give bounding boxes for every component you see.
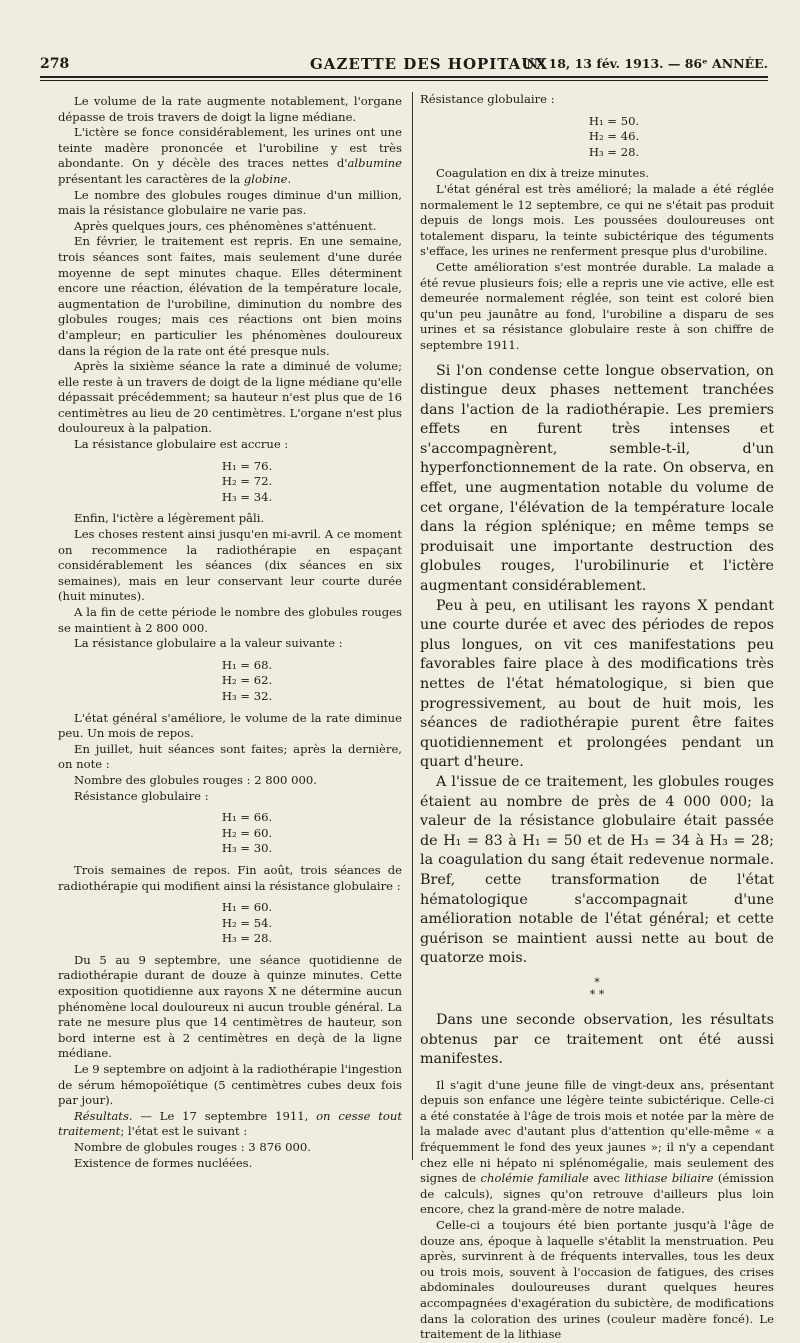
resistance-values: H₁ = 50. H₂ = 46. H₃ = 28. — [588, 113, 640, 159]
paragraph: Trois semaines de repos. Fin août, trois séances de radiothérapie qui modifient ainsi la résistance globulaire : — [58, 862, 402, 893]
paragraph: Coagulation en dix à treize minutes. — [436, 166, 649, 181]
paragraph: Du 5 au 9 septembre, une séance quotidienne de radiothérapie durant de douze à quinze minutes. Cette exposition quotidienne aux rayons X ne détermine aucun phénomène local douloureux ni aucun trouble général. La rate ne mesure plus que 14 centimètres de hauteur, son bord interne est à 2 centimètres en deçà de la ligne médiane. — [58, 952, 402, 1061]
paragraph: Existence de formes nucléées. — [74, 1155, 253, 1170]
paragraph: Le 9 septembre on adjoint à la radiothérapie l'ingestion de sérum hémopoïétique (5 centimètres cubes deux fois par jour). — [58, 1062, 402, 1108]
paragraph: La résistance globulaire a la valeur suivante : — [74, 636, 343, 651]
paragraph: Si l'on condense cette longue observation, on distingue deux phases nettement tranchées dans l'action de la radiothérapie. Les premiers effets en furent très intenses et s'accompagnèrent, semble-t-il, d'un hyperfonctionnement de la rate. On observa, en effet, une augmentation notable du volume de cet organe, l'élévation de la température locale dans la région splénique; en même temps se produisait une importante destruction des globules rouges, l'urobilinurie et l'ictère augmentant considérablement. — [420, 362, 774, 595]
resistance-values: H₁ = 68. H₂ = 62. H₃ = 32. — [221, 657, 273, 703]
paragraph: Nombre de globules rouges : 3 876 000. — [74, 1140, 311, 1154]
header-rule-thin — [40, 80, 768, 81]
right-column — [420, 92, 775, 1342]
paragraph: Nombre des globules rouges : 2 800 000. — [74, 772, 317, 787]
paragraph: L'ictère se fonce considérablement, les urines ont une teinte madère prononcée et l'urobiline y est très abondante. On y décèle des traces nettes d'albumine présentant les caractères de la globine. — [58, 125, 402, 186]
column-separator — [412, 92, 413, 1160]
paragraph: Le volume de la rate augmente notablement, l'organe dépasse de trois travers de doigt la ligne médiane. — [58, 94, 402, 124]
resistance-values: H₁ = 76. H₂ = 72. H₃ = 34. — [221, 458, 273, 504]
paragraph: Après quelques jours, ces phénomènes s'atténuent. — [74, 218, 377, 233]
paragraph: Dans une seconde observation, les résultats obtenus par ce traitement ont été aussi manifestes. — [420, 1011, 774, 1068]
paragraph: Résultats. — Le 17 septembre 1911, on cesse tout traitement; l'état est le suivant : — [58, 1108, 403, 1139]
resistance-values: H₁ = 60. H₂ = 54. H₃ = 28. — [221, 900, 273, 946]
left-column — [58, 94, 403, 1170]
header-rule-thick — [40, 76, 768, 78]
paragraph: Le nombre des globules rouges diminue d'un million, mais la résistance globulaire ne varie pas. — [58, 187, 402, 218]
paragraph: Les choses restent ainsi jusqu'en mi-avril. A ce moment on recommence la radiothérapie en espaçant considérablement les séances (dix séances en six semaines), mais en leur conservant leur courte durée (huit minutes). — [58, 527, 402, 604]
paragraph: Résistance globulaire : — [74, 788, 209, 803]
paragraph: Celle-ci a toujours été bien portante jusqu'à l'âge de douze ans, époque à laquelle s'établit la menstruation. Peu après, survinrent à de fréquents intervalles, tous les deux ou trois mois, souvent à l'occasion de fatigues, des crises abdominales douloureuses durant quelques heures accompagnées d'exagération du subictère, de modifications dans la coloration des urines (couleur madère foncé). Le traitement de la lithiase — [420, 1218, 774, 1342]
journal-title: GAZETTE DES HOPITAUX — [310, 55, 549, 73]
paragraph: Après la sixième séance la rate a diminué de volume; elle reste à un travers de doigt de la ligne médiane qu'elle dépassait précédemment; sa hauteur n'est plus que de 16 centimètres au lieu de 20 centimètres. L'organe n'est plus douloureux à la palpation. — [58, 359, 402, 436]
paragraph: En juillet, huit séances sont faites; après la dernière, on note : — [58, 741, 402, 772]
paragraph: Peu à peu, en utilisant les rayons X pendant une courte durée et avec des périodes de repos plus longues, on vit ces manifestations peu favorables faire place à des modifications très nettes de l'état hématologique, si bien que progressivement, au bout de huit mois, les séances de radiothérapie purent être faites quotidiennement et prolongées pendant un quart d'heure. — [420, 597, 774, 771]
paragraph: A la fin de cette période le nombre des globules rouges se maintient à 2 800 000. — [58, 605, 402, 635]
paragraph: La résistance globulaire est accrue : — [74, 437, 289, 452]
resistance-values: H₁ = 66. H₂ = 60. H₃ = 30. — [221, 810, 273, 856]
paragraph: En février, le traitement est repris. En une semaine, trois séances sont faites, mais seulement d'une durée moyenne de sept minutes chaque. Elles déterminent encore une réaction, élévation de la température locale, augmentation de l'urobiline, diminution du nombre des globules rouges; mais ces réactions ont bien moins d'ampleur; en particulier les phénomènes douloureux dans la région de la rate ont été presque nuls. — [58, 234, 402, 358]
section-asterisks: * * * — [589, 975, 605, 1001]
paragraph: L'état général est très amélioré; la malade a été réglée normalement le 12 septembre, ce qui ne s'était pas produit depuis de longs mois. Les poussées douloureuses ont totalement disparu, la teinte subictérique des téguments s'efface, les urines ne renferment presque plus d'urobiline. — [420, 181, 774, 259]
page-number: 278 — [40, 56, 70, 72]
paragraph: L'état général s'améliore, le volume de la rate diminue peu. Un mois de repos. — [58, 710, 402, 741]
paragraph: Résistance globulaire : — [420, 92, 555, 106]
paragraph: Enfin, l'ictère a légèrement pâli. — [74, 511, 265, 526]
paragraph: A l'issue de ce traitement, les globules rouges étaient au nombre de près de 4 000 000; la valeur de la résistance globulaire était passée de H₁ = 83 à H₁ = 50 et de H₃ = 34 à H₃ = 28; la coagulation du sang était redevenue normale. Bref, cette transformation de l'état hématologique s'accompagnait d'une amélioration notable de l'état général; et cette guérison se maintient aussi nette au bout de quatorze mois. — [420, 773, 774, 967]
page-header — [40, 52, 768, 76]
paragraph: Il s'agit d'une jeune fille de vingt-deux ans, présentant depuis son enfance une légère teinte subictérique. Celle-ci a été constatée à l'âge de trois mois et notée par la mère de la malade avec d'autant plus d'attention qu'elle-même « a fréquemment le fond des yeux jaunes »; il n'y a cependant chez elle ni hépato ni splénomégalie, mais seulement des signes de cholémie familiale avec lithiase biliaire (émission de calculs), signes qu'on retrouve d'ailleurs plus loin encore, chez la grand-mère de notre malade. — [420, 1077, 775, 1217]
issue-info: Nº 18, 13 fév. 1913. — 86ᵉ ANNÉE. — [526, 56, 768, 71]
paragraph: Cette amélioration s'est montrée durable. La malade a été revue plusieurs fois; elle a repris une vie active, elle est demeurée normalement réglée, son teint est coloré bien qu'un peu jaunâtre au fond, l'urobiline a disparu de ses urines et sa résistance globulaire reste à son chiffre de septembre 1911. — [420, 259, 774, 352]
